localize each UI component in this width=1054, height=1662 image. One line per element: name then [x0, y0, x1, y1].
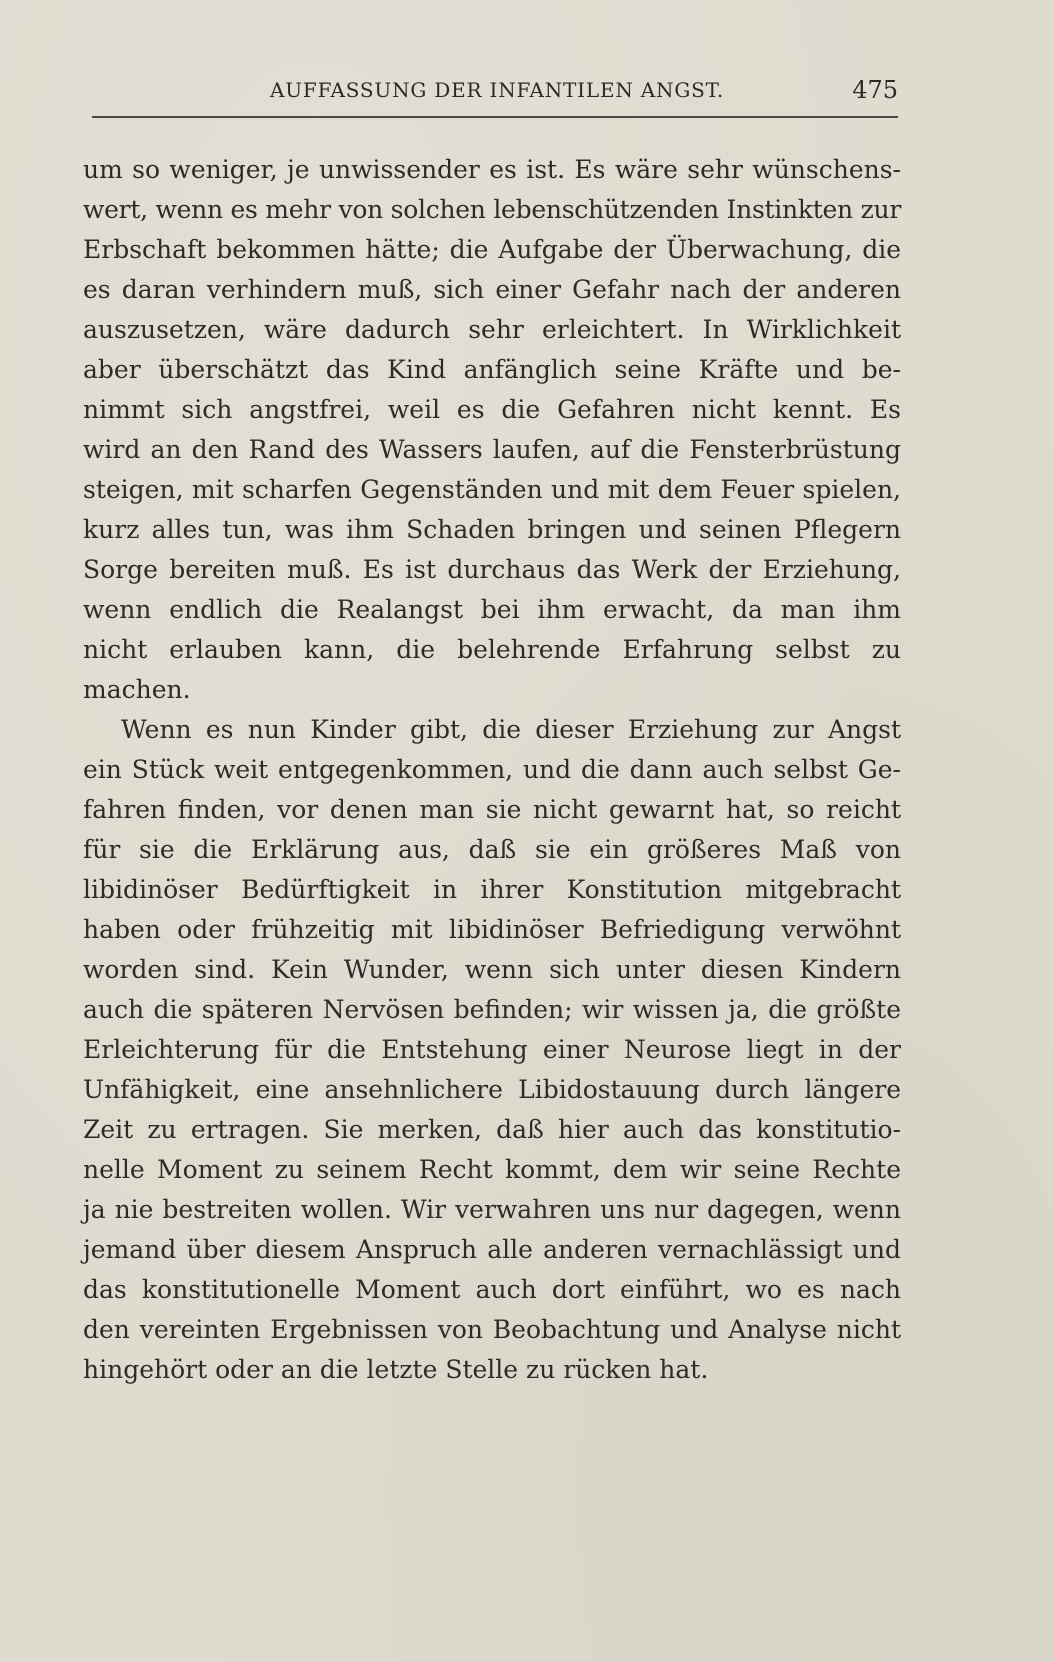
text-line: haben oder frühzeitig mit libidinöser Befriedigung verwöhnt [83, 915, 901, 944]
text-line: auszusetzen, wäre dadurch sehr erleichtert. In Wirklichkeit [83, 315, 901, 344]
text-line: kurz alles tun, was ihm Schaden bringen und seinen Pflegern [83, 515, 901, 544]
text-line: um so weniger, je unwissender es ist. Es wäre sehr wünschens- [83, 155, 901, 184]
text-line: wird an den Rand des Wassers laufen, auf die Fensterbrüstung [83, 435, 901, 464]
text-line: machen. [83, 675, 191, 704]
running-title: AUFFASSUNG DER INFANTILEN ANGST. [270, 78, 724, 102]
paragraph-1 [83, 150, 901, 710]
text-line: Wenn es nun Kinder gibt, die dieser Erziehung zur Angst [121, 715, 901, 744]
text-line: libidinöser Bedürftigkeit in ihrer Konstitution mitgebracht [83, 875, 901, 904]
text-line: es daran verhindern muß, sich einer Gefahr nach der anderen [83, 275, 901, 304]
paragraph-2 [83, 710, 901, 1390]
text-line: für sie die Erklärung aus, daß sie ein größeres Maß von [83, 835, 901, 864]
page-number: 475 [852, 76, 898, 104]
text-line: aber überschätzt das Kind anfänglich seine Kräfte und be- [83, 355, 901, 384]
running-head [84, 78, 898, 110]
text-line: ein Stück weit entgegenkommen, und die dann auch selbst Ge- [83, 755, 901, 784]
text-line: Erbschaft bekommen hätte; die Aufgabe der Überwachung, die [83, 235, 901, 264]
text-line: wenn endlich die Realangst bei ihm erwacht, da man ihm [83, 595, 901, 624]
text-line: Erleichterung für die Entstehung einer Neurose liegt in der [83, 1035, 901, 1064]
text-line: Unfähigkeit, eine ansehnlichere Libidostauung durch längere [83, 1075, 901, 1104]
text-line: auch die späteren Nervösen befinden; wir wissen ja, die größte [83, 995, 901, 1024]
header-rule [92, 116, 898, 118]
text-line: jemand über diesem Anspruch alle anderen vernachlässigt und [83, 1235, 901, 1264]
body-text [83, 150, 901, 1390]
text-line: ja nie bestreiten wollen. Wir verwahren uns nur dagegen, wenn [83, 1195, 901, 1224]
text-line: den vereinten Ergebnissen von Beobachtung und Analyse nicht [83, 1315, 901, 1344]
text-line: das konstitutionelle Moment auch dort einführt, wo es nach [83, 1275, 901, 1304]
text-line: Sorge bereiten muß. Es ist durchaus das Werk der Erziehung, [83, 555, 901, 584]
text-line: steigen, mit scharfen Gegenständen und mit dem Feuer spielen, [83, 475, 901, 504]
text-line: hingehört oder an die letzte Stelle zu rücken hat. [83, 1355, 709, 1384]
text-line: worden sind. Kein Wunder, wenn sich unter diesen Kindern [83, 955, 901, 984]
text-line: nicht erlauben kann, die belehrende Erfahrung selbst zu [83, 635, 901, 664]
text-line: Zeit zu ertragen. Sie merken, daß hier auch das konstitutio- [83, 1115, 901, 1144]
text-line: nimmt sich angstfrei, weil es die Gefahren nicht kennt. Es [83, 395, 901, 424]
text-line: wert, wenn es mehr von solchen lebenschützenden Instinkten zur [83, 195, 901, 224]
text-line: nelle Moment zu seinem Recht kommt, dem wir seine Rechte [83, 1155, 901, 1184]
text-line: fahren finden, vor denen man sie nicht gewarnt hat, so reicht [83, 795, 901, 824]
